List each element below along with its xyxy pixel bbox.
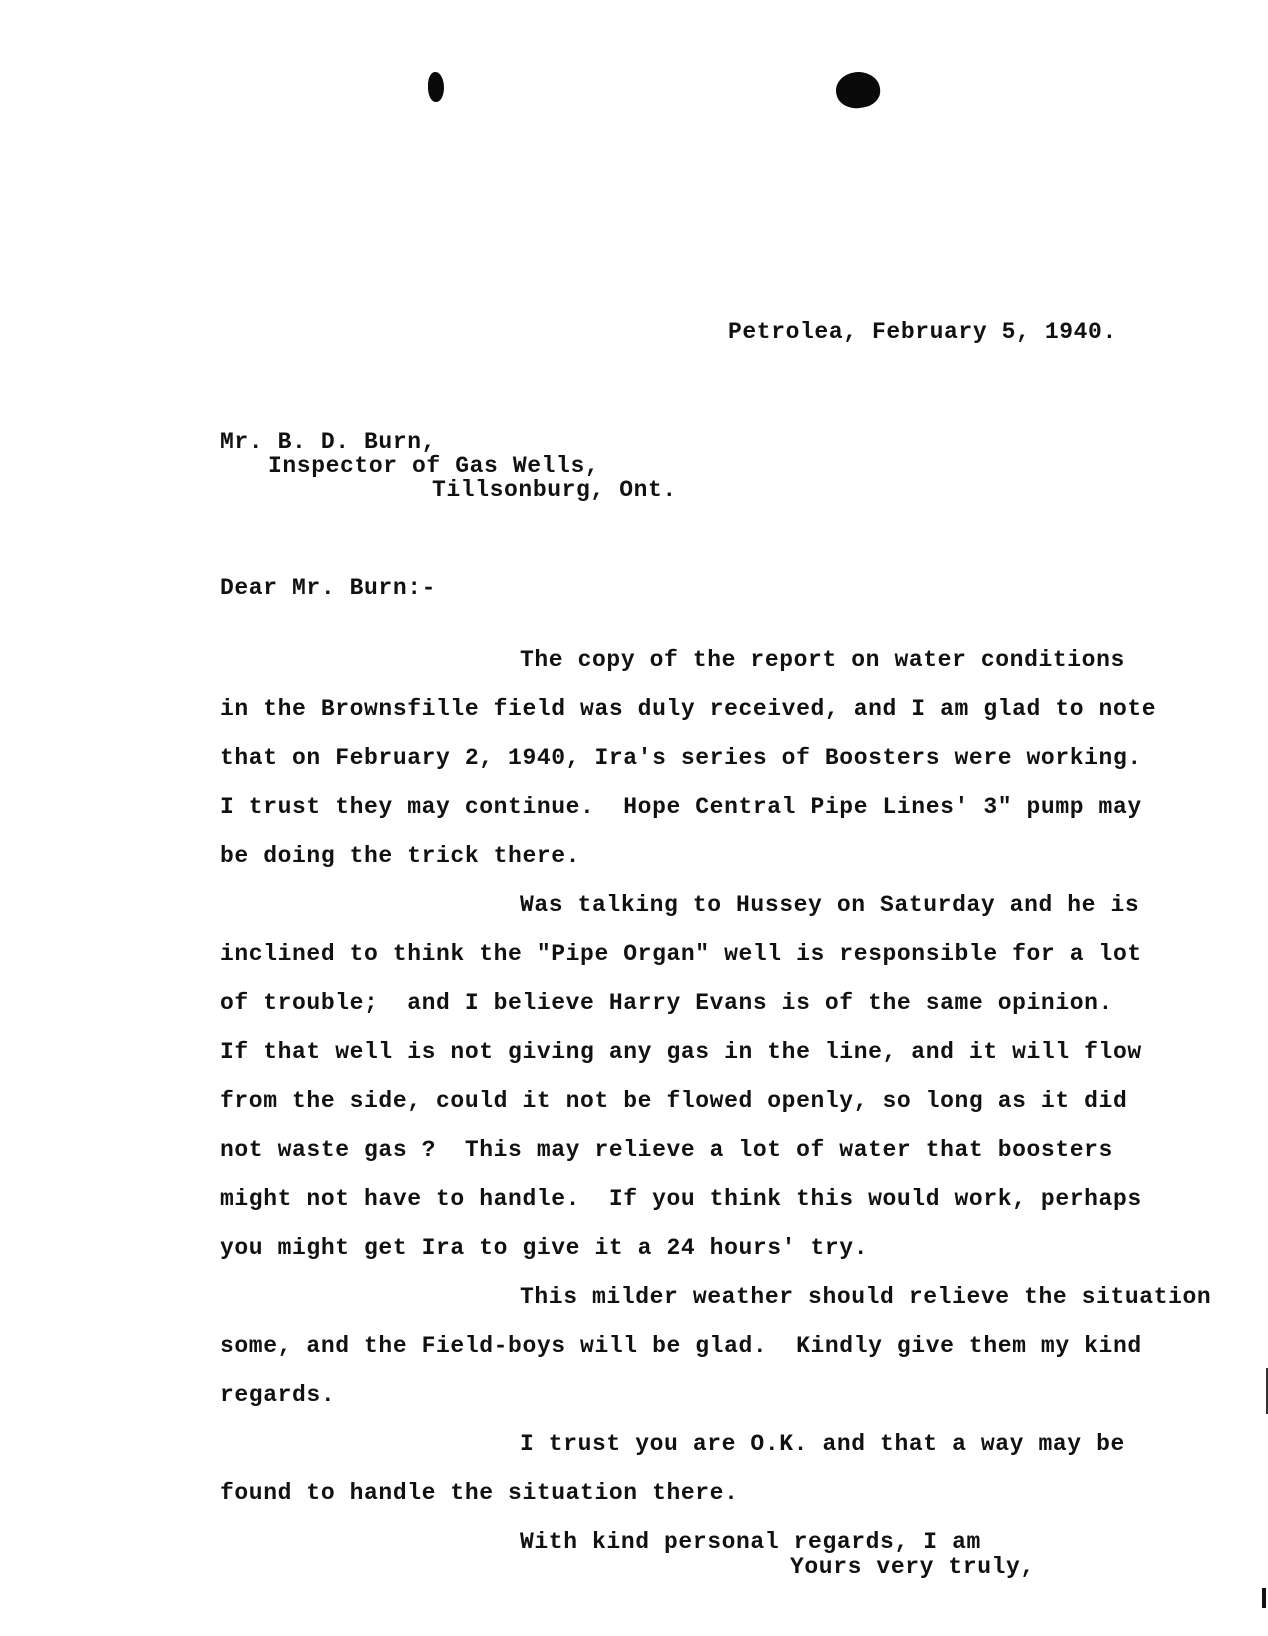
- recipient-location: Tillsonburg, Ont.: [432, 477, 677, 503]
- body-line: some, and the Field-boys will be glad. Kindly give them my kind: [220, 1333, 1142, 1359]
- salutation: Dear Mr. Burn:-: [220, 575, 437, 601]
- closing-regards: With kind personal regards, I am: [520, 1529, 981, 1555]
- scan-edge-mark: [1262, 1588, 1266, 1608]
- body-line: found to handle the situation there.: [220, 1480, 739, 1506]
- body-line: you might get Ira to give it a 24 hours' try.: [220, 1235, 869, 1261]
- body-line: might not have to handle. If you think this would work, perhaps: [220, 1186, 1142, 1212]
- body-line: I trust you are O.K. and that a way may be: [520, 1431, 1125, 1457]
- body-line: not waste gas ? This may relieve a lot of water that boosters: [220, 1137, 1113, 1163]
- body-line: be doing the trick there.: [220, 843, 581, 869]
- punch-hole-left: [428, 72, 444, 102]
- body-line: in the Brownsfille field was duly received, and I am glad to note: [220, 696, 1157, 722]
- recipient-title: Inspector of Gas Wells,: [268, 453, 600, 479]
- body-line: of trouble; and I believe Harry Evans is of the same opinion.: [220, 990, 1113, 1016]
- body-line: This milder weather should relieve the situation: [520, 1284, 1212, 1310]
- body-line: I trust they may continue. Hope Central Pipe Lines' 3" pump may: [220, 794, 1142, 820]
- dateline: Petrolea, February 5, 1940.: [728, 319, 1117, 345]
- recipient-name: Mr. B. D. Burn,: [220, 429, 437, 455]
- body-line: that on February 2, 1940, Ira's series of Boosters were working.: [220, 745, 1142, 771]
- body-line: Was talking to Hussey on Saturday and he is: [520, 892, 1140, 918]
- punch-hole-right: [834, 69, 883, 111]
- body-line: from the side, could it not be flowed openly, so long as it did: [220, 1088, 1128, 1114]
- body-line: regards.: [220, 1382, 336, 1408]
- closing-signoff: Yours very truly,: [790, 1554, 1035, 1580]
- body-line: inclined to think the "Pipe Organ" well is responsible for a lot: [220, 941, 1142, 967]
- body-line: The copy of the report on water conditions: [520, 647, 1125, 673]
- body-line: If that well is not giving any gas in the line, and it will flow: [220, 1039, 1142, 1065]
